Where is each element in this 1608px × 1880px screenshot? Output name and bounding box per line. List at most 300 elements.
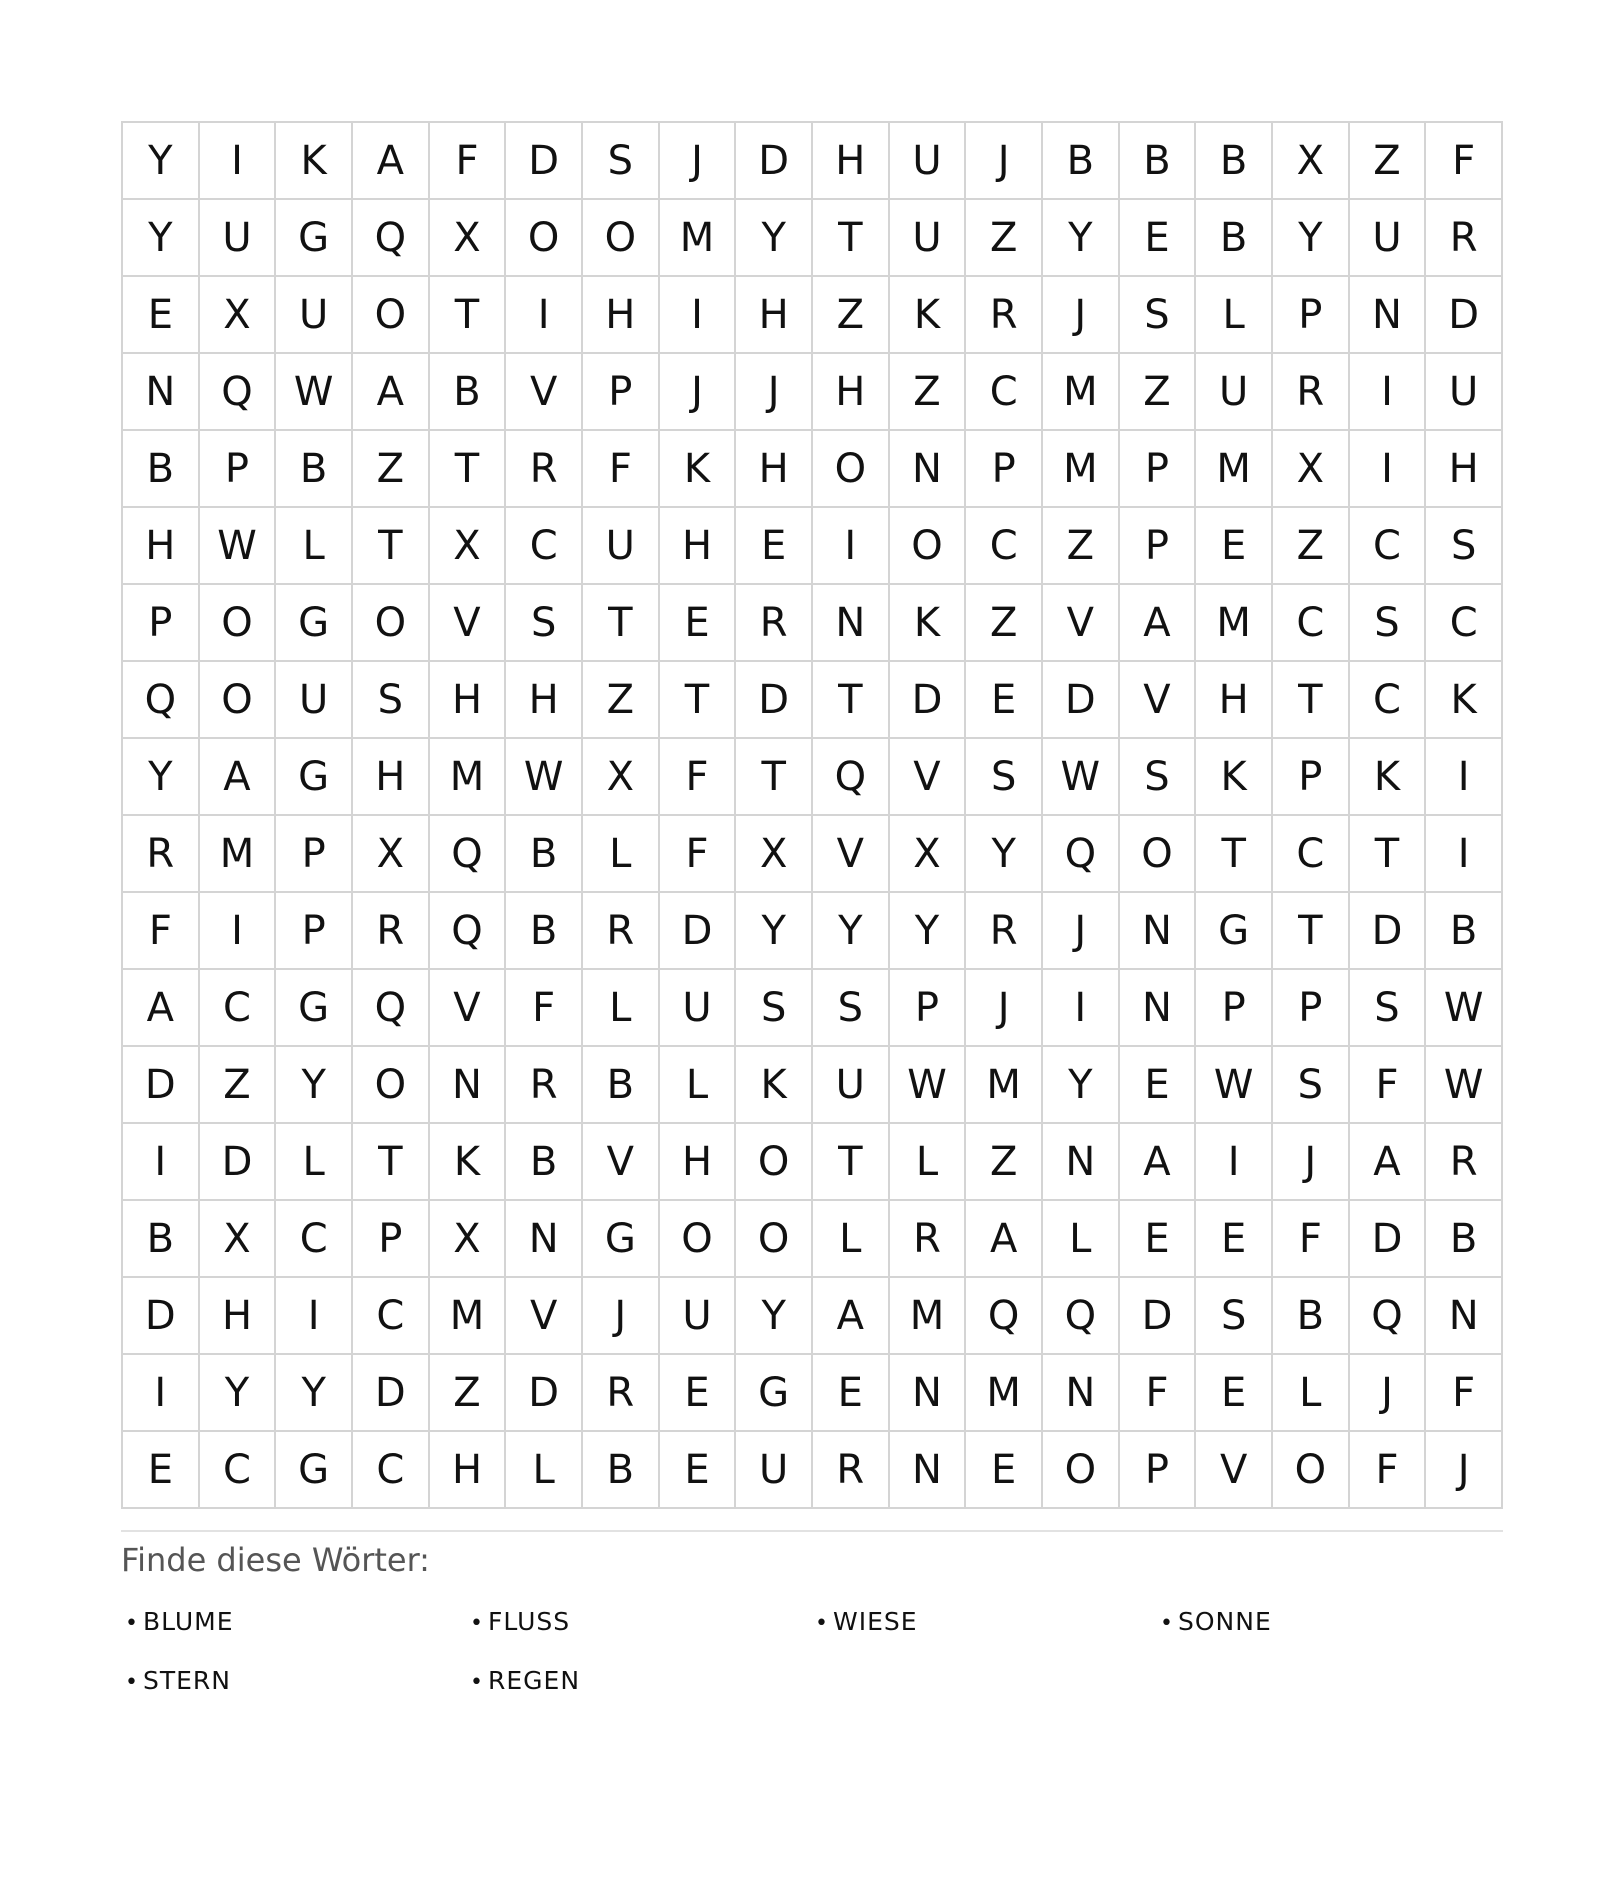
grid-cell[interactable]: D [890, 662, 967, 739]
grid-cell[interactable]: V [430, 970, 507, 1047]
grid-cell[interactable]: P [1120, 1432, 1197, 1509]
grid-cell[interactable]: S [813, 970, 890, 1047]
grid-cell[interactable]: J [966, 970, 1043, 1047]
grid-cell[interactable]: U [276, 277, 353, 354]
grid-cell[interactable]: N [1043, 1124, 1120, 1201]
grid-cell[interactable]: C [1350, 508, 1427, 585]
grid-cell[interactable]: W [1196, 1047, 1273, 1124]
grid-cell[interactable]: N [890, 1355, 967, 1432]
grid-cell[interactable]: N [1350, 277, 1427, 354]
grid-cell[interactable]: I [813, 508, 890, 585]
grid-cell[interactable]: U [890, 123, 967, 200]
grid-cell[interactable]: O [736, 1124, 813, 1201]
grid-cell[interactable]: J [736, 354, 813, 431]
grid-cell[interactable]: Q [1043, 816, 1120, 893]
grid-cell[interactable]: D [660, 893, 737, 970]
grid-cell[interactable]: U [890, 200, 967, 277]
grid-cell[interactable]: N [1043, 1355, 1120, 1432]
grid-cell[interactable]: Z [813, 277, 890, 354]
grid-cell[interactable]: O [200, 585, 277, 662]
grid-cell[interactable]: R [966, 893, 1043, 970]
grid-cell[interactable]: X [736, 816, 813, 893]
grid-cell[interactable]: C [506, 508, 583, 585]
grid-cell[interactable]: B [276, 431, 353, 508]
grid-cell[interactable]: J [1350, 1355, 1427, 1432]
grid-cell[interactable]: V [1043, 585, 1120, 662]
grid-cell[interactable]: R [1426, 200, 1503, 277]
grid-cell[interactable]: F [1426, 123, 1503, 200]
grid-cell[interactable]: Y [813, 893, 890, 970]
grid-cell[interactable]: R [890, 1201, 967, 1278]
grid-cell[interactable]: P [123, 585, 200, 662]
grid-cell[interactable]: H [813, 123, 890, 200]
grid-cell[interactable]: T [813, 1124, 890, 1201]
grid-cell[interactable]: N [430, 1047, 507, 1124]
grid-cell[interactable]: U [660, 970, 737, 1047]
grid-cell[interactable]: R [123, 816, 200, 893]
grid-cell[interactable]: E [1196, 1355, 1273, 1432]
grid-cell[interactable]: K [430, 1124, 507, 1201]
grid-cell[interactable]: H [583, 277, 660, 354]
grid-cell[interactable]: L [660, 1047, 737, 1124]
grid-cell[interactable]: X [430, 1201, 507, 1278]
grid-cell[interactable]: J [966, 123, 1043, 200]
grid-cell[interactable]: B [430, 354, 507, 431]
grid-cell[interactable]: Y [736, 893, 813, 970]
grid-cell[interactable]: O [660, 1201, 737, 1278]
grid-cell[interactable]: G [276, 970, 353, 1047]
grid-cell[interactable]: F [660, 739, 737, 816]
grid-cell[interactable]: R [1426, 1124, 1503, 1201]
grid-cell[interactable]: E [1120, 200, 1197, 277]
grid-cell[interactable]: C [353, 1278, 430, 1355]
grid-cell[interactable]: Z [1350, 123, 1427, 200]
grid-cell[interactable]: P [966, 431, 1043, 508]
grid-cell[interactable]: O [200, 662, 277, 739]
grid-cell[interactable]: D [200, 1124, 277, 1201]
grid-cell[interactable]: V [430, 585, 507, 662]
grid-cell[interactable]: B [123, 1201, 200, 1278]
grid-cell[interactable]: J [660, 123, 737, 200]
grid-cell[interactable]: A [1120, 585, 1197, 662]
grid-cell[interactable]: I [1426, 816, 1503, 893]
grid-cell[interactable]: E [1196, 508, 1273, 585]
grid-cell[interactable]: O [1120, 816, 1197, 893]
grid-cell[interactable]: F [583, 431, 660, 508]
grid-cell[interactable]: Y [123, 200, 200, 277]
grid-cell[interactable]: N [506, 1201, 583, 1278]
grid-cell[interactable]: Q [123, 662, 200, 739]
grid-cell[interactable]: H [1196, 662, 1273, 739]
grid-cell[interactable]: X [353, 816, 430, 893]
grid-cell[interactable]: F [1273, 1201, 1350, 1278]
grid-cell[interactable]: B [123, 431, 200, 508]
grid-cell[interactable]: E [123, 1432, 200, 1509]
grid-cell[interactable]: U [813, 1047, 890, 1124]
grid-cell[interactable]: Y [123, 739, 200, 816]
grid-cell[interactable]: N [1120, 970, 1197, 1047]
grid-cell[interactable]: T [1273, 662, 1350, 739]
grid-cell[interactable]: B [506, 893, 583, 970]
grid-cell[interactable]: Y [1043, 1047, 1120, 1124]
grid-cell[interactable]: H [1426, 431, 1503, 508]
grid-cell[interactable]: R [1273, 354, 1350, 431]
grid-cell[interactable]: R [813, 1432, 890, 1509]
grid-cell[interactable]: G [736, 1355, 813, 1432]
grid-cell[interactable]: C [966, 354, 1043, 431]
grid-cell[interactable]: Q [353, 200, 430, 277]
grid-cell[interactable]: A [353, 123, 430, 200]
grid-cell[interactable]: C [1426, 585, 1503, 662]
grid-cell[interactable]: X [430, 508, 507, 585]
grid-cell[interactable]: A [353, 354, 430, 431]
grid-cell[interactable]: B [1426, 893, 1503, 970]
grid-cell[interactable]: Z [1120, 354, 1197, 431]
grid-cell[interactable]: U [583, 508, 660, 585]
grid-cell[interactable]: C [1273, 585, 1350, 662]
grid-cell[interactable]: I [276, 1278, 353, 1355]
grid-cell[interactable]: Z [583, 662, 660, 739]
grid-cell[interactable]: V [506, 1278, 583, 1355]
grid-cell[interactable]: A [1350, 1124, 1427, 1201]
grid-cell[interactable]: F [1350, 1047, 1427, 1124]
grid-cell[interactable]: M [430, 739, 507, 816]
grid-cell[interactable]: D [123, 1278, 200, 1355]
grid-cell[interactable]: H [353, 739, 430, 816]
grid-cell[interactable]: M [430, 1278, 507, 1355]
grid-cell[interactable]: H [660, 508, 737, 585]
grid-cell[interactable]: H [736, 277, 813, 354]
grid-cell[interactable]: L [276, 1124, 353, 1201]
grid-cell[interactable]: Q [353, 970, 430, 1047]
grid-cell[interactable]: Q [813, 739, 890, 816]
grid-cell[interactable]: X [1273, 431, 1350, 508]
grid-cell[interactable]: B [506, 1124, 583, 1201]
grid-cell[interactable]: D [736, 662, 813, 739]
grid-cell[interactable]: Y [1043, 200, 1120, 277]
grid-cell[interactable]: Z [966, 585, 1043, 662]
grid-cell[interactable]: P [1273, 970, 1350, 1047]
grid-cell[interactable]: I [1196, 1124, 1273, 1201]
grid-cell[interactable]: A [1120, 1124, 1197, 1201]
grid-cell[interactable]: R [506, 1047, 583, 1124]
grid-cell[interactable]: E [660, 1432, 737, 1509]
grid-cell[interactable]: K [1350, 739, 1427, 816]
grid-cell[interactable]: H [660, 1124, 737, 1201]
grid-cell[interactable]: H [200, 1278, 277, 1355]
grid-cell[interactable]: P [1273, 277, 1350, 354]
grid-cell[interactable]: D [1350, 1201, 1427, 1278]
grid-cell[interactable]: Y [736, 200, 813, 277]
grid-cell[interactable]: B [506, 816, 583, 893]
grid-cell[interactable]: D [1350, 893, 1427, 970]
grid-cell[interactable]: K [1426, 662, 1503, 739]
grid-cell[interactable]: T [353, 508, 430, 585]
grid-cell[interactable]: J [583, 1278, 660, 1355]
grid-cell[interactable]: P [890, 970, 967, 1047]
grid-cell[interactable]: O [506, 200, 583, 277]
grid-cell[interactable]: U [276, 662, 353, 739]
grid-cell[interactable]: L [583, 970, 660, 1047]
grid-cell[interactable]: A [200, 739, 277, 816]
grid-cell[interactable]: N [1120, 893, 1197, 970]
grid-cell[interactable]: E [966, 1432, 1043, 1509]
grid-cell[interactable]: M [1196, 431, 1273, 508]
grid-cell[interactable]: H [430, 662, 507, 739]
grid-cell[interactable]: P [276, 816, 353, 893]
grid-cell[interactable]: F [430, 123, 507, 200]
grid-cell[interactable]: M [660, 200, 737, 277]
grid-cell[interactable]: N [123, 354, 200, 431]
grid-cell[interactable]: X [200, 1201, 277, 1278]
grid-cell[interactable]: K [890, 585, 967, 662]
grid-cell[interactable]: U [200, 200, 277, 277]
grid-cell[interactable]: I [1043, 970, 1120, 1047]
grid-cell[interactable]: S [736, 970, 813, 1047]
grid-cell[interactable]: E [1120, 1047, 1197, 1124]
grid-cell[interactable]: C [353, 1432, 430, 1509]
grid-cell[interactable]: Y [276, 1355, 353, 1432]
grid-cell[interactable]: R [583, 1355, 660, 1432]
grid-cell[interactable]: X [430, 200, 507, 277]
grid-cell[interactable]: B [1426, 1201, 1503, 1278]
grid-cell[interactable]: Z [353, 431, 430, 508]
grid-cell[interactable]: E [123, 277, 200, 354]
grid-cell[interactable]: A [813, 1278, 890, 1355]
grid-cell[interactable]: V [813, 816, 890, 893]
grid-cell[interactable]: O [890, 508, 967, 585]
grid-cell[interactable]: S [1120, 739, 1197, 816]
grid-cell[interactable]: M [966, 1355, 1043, 1432]
grid-cell[interactable]: P [1120, 508, 1197, 585]
grid-cell[interactable]: O [1273, 1432, 1350, 1509]
grid-cell[interactable]: Y [1273, 200, 1350, 277]
grid-cell[interactable]: R [353, 893, 430, 970]
grid-cell[interactable]: U [1196, 354, 1273, 431]
grid-cell[interactable]: W [276, 354, 353, 431]
grid-cell[interactable]: I [1426, 739, 1503, 816]
grid-cell[interactable]: L [1043, 1201, 1120, 1278]
grid-cell[interactable]: D [506, 1355, 583, 1432]
grid-cell[interactable]: L [1196, 277, 1273, 354]
grid-cell[interactable]: X [583, 739, 660, 816]
grid-cell[interactable]: P [1273, 739, 1350, 816]
grid-cell[interactable]: Q [1350, 1278, 1427, 1355]
grid-cell[interactable]: F [1120, 1355, 1197, 1432]
grid-cell[interactable]: H [123, 508, 200, 585]
grid-cell[interactable]: I [660, 277, 737, 354]
grid-cell[interactable]: E [660, 585, 737, 662]
grid-cell[interactable]: M [890, 1278, 967, 1355]
grid-cell[interactable]: D [736, 123, 813, 200]
grid-cell[interactable]: Y [736, 1278, 813, 1355]
grid-cell[interactable]: U [1426, 354, 1503, 431]
grid-cell[interactable]: Z [430, 1355, 507, 1432]
grid-cell[interactable]: Z [1043, 508, 1120, 585]
grid-cell[interactable]: F [506, 970, 583, 1047]
grid-cell[interactable]: N [813, 585, 890, 662]
grid-cell[interactable]: Z [1273, 508, 1350, 585]
grid-cell[interactable]: I [123, 1124, 200, 1201]
grid-cell[interactable]: V [506, 354, 583, 431]
grid-cell[interactable]: T [813, 662, 890, 739]
grid-cell[interactable]: R [736, 585, 813, 662]
grid-cell[interactable]: R [506, 431, 583, 508]
grid-cell[interactable]: C [1273, 816, 1350, 893]
grid-cell[interactable]: J [1043, 277, 1120, 354]
grid-cell[interactable]: B [583, 1047, 660, 1124]
grid-cell[interactable]: G [276, 585, 353, 662]
grid-cell[interactable]: I [506, 277, 583, 354]
grid-cell[interactable]: M [1196, 585, 1273, 662]
grid-cell[interactable]: S [1350, 970, 1427, 1047]
grid-cell[interactable]: P [583, 354, 660, 431]
grid-cell[interactable]: I [123, 1355, 200, 1432]
grid-cell[interactable]: S [353, 662, 430, 739]
grid-cell[interactable]: R [966, 277, 1043, 354]
grid-cell[interactable]: A [966, 1201, 1043, 1278]
grid-cell[interactable]: P [1120, 431, 1197, 508]
grid-cell[interactable]: E [1120, 1201, 1197, 1278]
grid-cell[interactable]: C [1350, 662, 1427, 739]
grid-cell[interactable]: D [353, 1355, 430, 1432]
grid-cell[interactable]: Q [430, 893, 507, 970]
grid-cell[interactable]: T [736, 739, 813, 816]
grid-cell[interactable]: O [353, 277, 430, 354]
grid-cell[interactable]: O [353, 1047, 430, 1124]
grid-cell[interactable]: B [1196, 123, 1273, 200]
grid-cell[interactable]: K [1196, 739, 1273, 816]
grid-cell[interactable]: S [1120, 277, 1197, 354]
grid-cell[interactable]: F [1350, 1432, 1427, 1509]
grid-cell[interactable]: C [200, 1432, 277, 1509]
grid-cell[interactable]: H [506, 662, 583, 739]
grid-cell[interactable]: Q [1043, 1278, 1120, 1355]
grid-cell[interactable]: T [813, 200, 890, 277]
grid-cell[interactable]: O [583, 200, 660, 277]
grid-cell[interactable]: Q [430, 816, 507, 893]
grid-cell[interactable]: P [1196, 970, 1273, 1047]
grid-cell[interactable]: V [890, 739, 967, 816]
grid-cell[interactable]: K [736, 1047, 813, 1124]
grid-cell[interactable]: B [1196, 200, 1273, 277]
grid-cell[interactable]: M [200, 816, 277, 893]
grid-cell[interactable]: O [736, 1201, 813, 1278]
grid-cell[interactable]: D [1043, 662, 1120, 739]
grid-cell[interactable]: T [1196, 816, 1273, 893]
grid-cell[interactable]: T [430, 431, 507, 508]
grid-cell[interactable]: J [1426, 1432, 1503, 1509]
grid-cell[interactable]: J [660, 354, 737, 431]
grid-cell[interactable]: P [353, 1201, 430, 1278]
grid-cell[interactable]: N [1426, 1278, 1503, 1355]
grid-cell[interactable]: T [1273, 893, 1350, 970]
grid-cell[interactable]: E [966, 662, 1043, 739]
grid-cell[interactable]: L [1273, 1355, 1350, 1432]
grid-cell[interactable]: O [813, 431, 890, 508]
grid-cell[interactable]: S [583, 123, 660, 200]
grid-cell[interactable]: K [660, 431, 737, 508]
grid-cell[interactable]: D [1426, 277, 1503, 354]
grid-cell[interactable]: I [200, 893, 277, 970]
grid-cell[interactable]: L [583, 816, 660, 893]
grid-cell[interactable]: S [1273, 1047, 1350, 1124]
grid-cell[interactable]: B [1120, 123, 1197, 200]
grid-cell[interactable]: T [660, 662, 737, 739]
grid-cell[interactable]: M [1043, 431, 1120, 508]
grid-cell[interactable]: T [583, 585, 660, 662]
grid-cell[interactable]: W [506, 739, 583, 816]
grid-cell[interactable]: L [276, 508, 353, 585]
grid-cell[interactable]: W [1426, 1047, 1503, 1124]
grid-cell[interactable]: N [890, 1432, 967, 1509]
grid-cell[interactable]: S [1196, 1278, 1273, 1355]
grid-cell[interactable]: H [736, 431, 813, 508]
grid-cell[interactable]: L [890, 1124, 967, 1201]
grid-cell[interactable]: T [1350, 816, 1427, 893]
grid-cell[interactable]: W [1043, 739, 1120, 816]
grid-cell[interactable]: O [353, 585, 430, 662]
grid-cell[interactable]: X [1273, 123, 1350, 200]
grid-cell[interactable]: Y [200, 1355, 277, 1432]
grid-cell[interactable]: W [1426, 970, 1503, 1047]
grid-cell[interactable]: D [1120, 1278, 1197, 1355]
grid-cell[interactable]: O [1043, 1432, 1120, 1509]
grid-cell[interactable]: K [276, 123, 353, 200]
grid-cell[interactable]: B [1273, 1278, 1350, 1355]
grid-cell[interactable]: B [583, 1432, 660, 1509]
grid-cell[interactable]: Z [966, 1124, 1043, 1201]
grid-cell[interactable]: P [200, 431, 277, 508]
grid-cell[interactable]: H [430, 1432, 507, 1509]
grid-cell[interactable]: E [736, 508, 813, 585]
grid-cell[interactable]: V [583, 1124, 660, 1201]
grid-cell[interactable]: W [200, 508, 277, 585]
grid-cell[interactable]: M [966, 1047, 1043, 1124]
grid-cell[interactable]: E [660, 1355, 737, 1432]
grid-cell[interactable]: C [276, 1201, 353, 1278]
grid-cell[interactable]: L [506, 1432, 583, 1509]
grid-cell[interactable]: Z [200, 1047, 277, 1124]
grid-cell[interactable]: U [736, 1432, 813, 1509]
grid-cell[interactable]: I [200, 123, 277, 200]
grid-cell[interactable]: X [200, 277, 277, 354]
grid-cell[interactable]: T [430, 277, 507, 354]
grid-cell[interactable]: V [1196, 1432, 1273, 1509]
grid-cell[interactable]: F [660, 816, 737, 893]
grid-cell[interactable]: Q [966, 1278, 1043, 1355]
grid-cell[interactable]: Y [966, 816, 1043, 893]
grid-cell[interactable]: M [1043, 354, 1120, 431]
grid-cell[interactable]: C [966, 508, 1043, 585]
grid-cell[interactable]: P [276, 893, 353, 970]
grid-cell[interactable]: E [1196, 1201, 1273, 1278]
grid-cell[interactable]: D [123, 1047, 200, 1124]
grid-cell[interactable]: J [1043, 893, 1120, 970]
grid-cell[interactable]: G [276, 1432, 353, 1509]
grid-cell[interactable]: Y [890, 893, 967, 970]
grid-cell[interactable]: Y [123, 123, 200, 200]
grid-cell[interactable]: X [890, 816, 967, 893]
grid-cell[interactable]: Z [890, 354, 967, 431]
grid-cell[interactable]: N [890, 431, 967, 508]
grid-cell[interactable]: Q [200, 354, 277, 431]
grid-cell[interactable]: U [1350, 200, 1427, 277]
grid-cell[interactable]: I [1350, 354, 1427, 431]
grid-cell[interactable]: L [813, 1201, 890, 1278]
grid-cell[interactable]: I [1350, 431, 1427, 508]
grid-cell[interactable]: F [123, 893, 200, 970]
